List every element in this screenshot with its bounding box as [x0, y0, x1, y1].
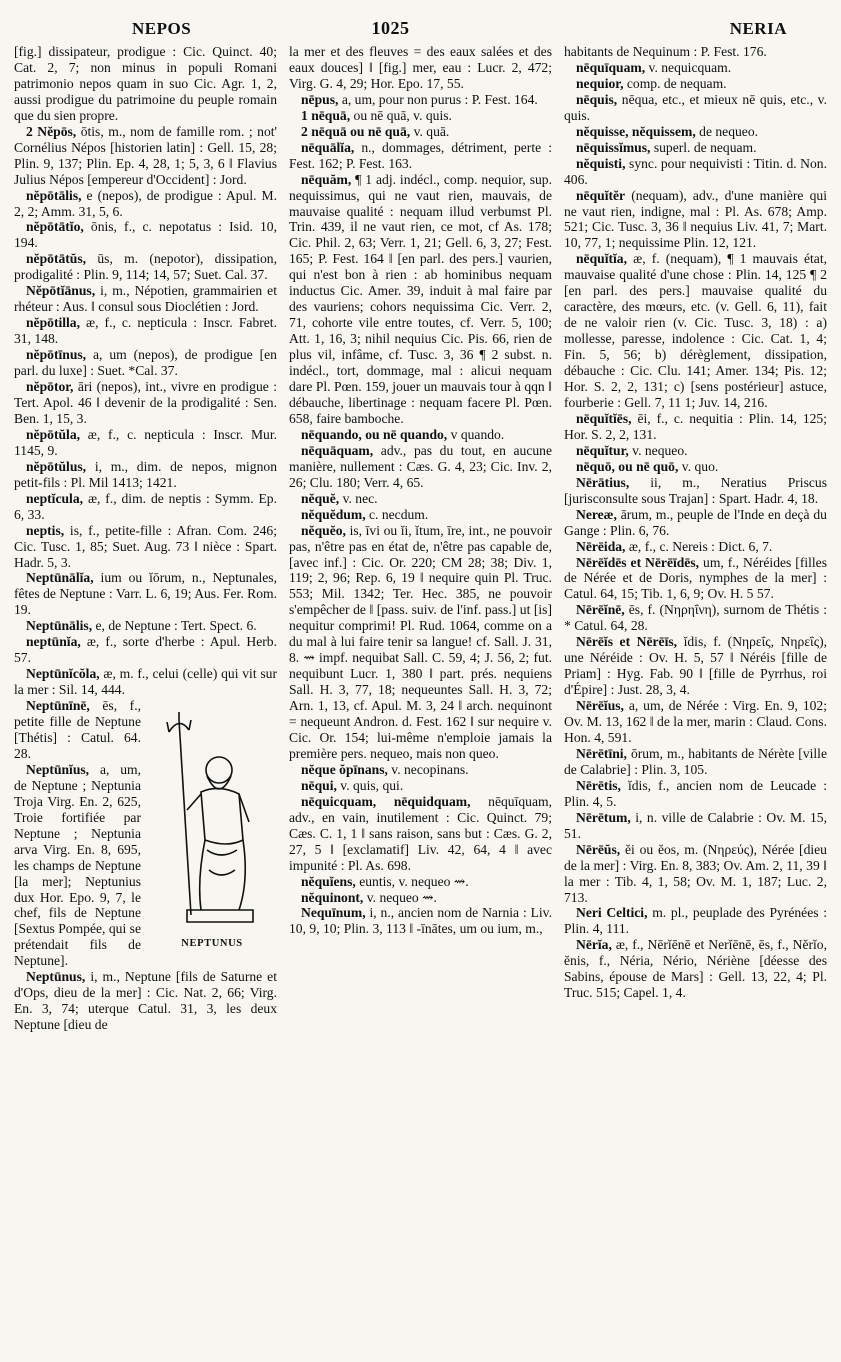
- entry-headword: nĕpōtŭla,: [26, 426, 81, 442]
- entry-definition: i, n., ancien nom de Narnia : Liv. 10, 9, 10; Plin. 3, 113 ‖ -īnātes, um ou ium, m.,: [289, 905, 552, 937]
- header-left-guideword: NEPOS: [132, 19, 192, 38]
- entry-definition: ou nē quā, v. quis.: [353, 107, 452, 123]
- entry-definition: v. nec.: [342, 490, 378, 506]
- header-right-guideword: NERIA: [729, 19, 787, 38]
- dictionary-entry: [289, 794, 552, 874]
- entry-definition: v. nequeo ⇝.: [366, 889, 437, 905]
- entry-definition: ōtis, m., nom de famille rom. ; not' Cornélius Népos [historien latin] : Gell. 15, 28; Plin. 9, 137; Plin. Ep. 4, 28, 1; 5, 3, 6 ‖ Flavius Julius Népos [empereur d'Occident] : Jord.: [14, 123, 277, 187]
- dictionary-entry: [564, 539, 827, 555]
- dictionary-entry: [289, 443, 552, 491]
- dictionary-entry: [289, 491, 552, 507]
- dictionary-entry: [14, 634, 277, 666]
- entry-headword: nēquĭtĭa,: [576, 251, 627, 267]
- dictionary-entry: [564, 842, 827, 906]
- entry-headword: neptĭcula,: [26, 490, 84, 506]
- dictionary-entry: [14, 459, 277, 491]
- dictionary-entry: [289, 427, 552, 443]
- dictionary-entry: [289, 905, 552, 937]
- entry-definition: v. nequicquam.: [648, 59, 732, 75]
- entry-definition: v. quā.: [413, 123, 450, 139]
- entry-definition: i, m., dim. de nepos, mignon petit-fils : Pl. Mil 1413; 1421.: [14, 458, 277, 490]
- dictionary-entry: [289, 140, 552, 172]
- entry-headword: 2 nēquā ou nē quā,: [301, 123, 411, 139]
- entry-headword: 1 nēquā,: [301, 107, 351, 123]
- entry-headword: Neri Celtici,: [576, 905, 648, 921]
- dictionary-entry: [564, 60, 827, 76]
- entry-definition: c. necdum.: [369, 506, 429, 522]
- entry-headword: nēquando, ou nē quando,: [301, 426, 448, 442]
- entry-headword: nēquīquam,: [576, 59, 646, 75]
- page-number: 1025: [371, 18, 410, 38]
- entry-definition: de nequeo.: [699, 123, 759, 139]
- entry-headword: nĕquĕdum,: [301, 506, 366, 522]
- dictionary-entry: [564, 555, 827, 603]
- entry-definition: (nequam), adv., d'une manière qui ne vaut rien, indigne, mal : Pl. As. 678; Amp. 521; Cic. Tusc. 3, 36 ‖ nequius Liv. 41, 7; Mart. 10, 77, 1; nequissime Plin. 12, 121.: [564, 187, 827, 251]
- entry-definition: æ, f., dim. de neptis : Symm. Ep. 6, 33.: [14, 490, 277, 522]
- entry-headword: nĕquisse, nĕquissem,: [576, 123, 696, 139]
- entry-headword: Nĕpōtĭānus,: [26, 283, 96, 299]
- entry-definition: ĕi ou ĕos, m. (Νηρεύς), Nérée [dieu de la mer] : Virg. En. 8, 383; Ov. Am. 2, 11, 39 ‖ la mer : Tib. 4, 1, 58; Ov. M. 1, 187; Luc. 2, 713.: [564, 841, 827, 905]
- column-1: [14, 44, 277, 1354]
- entry-definition: ium ou ĭōrum, n., Neptunales, fêtes de Neptune : Varr. L. 6, 19; Aus. Fer. Rom. 19.: [14, 570, 277, 618]
- entry-headword: nequior,: [576, 75, 624, 91]
- entry-headword: nĕpōtor,: [26, 379, 74, 395]
- entry-definition: nēquīquam, adv., en vain, inutilement : Cic. Quinct. 79; Cæs. C. 1, 1 ‖ sans raison, sans but : Cæs. G. 2, 27, 5 ‖ [exclamatif] Liv. 42, 64, 4 ‖ avec impunité : Pl. As. 698.: [289, 793, 552, 873]
- entry-definition: m. pl., peuplade des Pyrénées : Plin. 4, 111.: [564, 905, 827, 937]
- entry-definition: ēi, f., c. nequitia : Plin. 14, 125; Hor. S. 2, 2, 131.: [564, 410, 827, 442]
- entry-definition: v quando.: [450, 426, 505, 442]
- entry-definition: a, um, pour non purus : P. Fest. 164.: [341, 91, 538, 107]
- entry-definition: i, m., Neptune [fils de Saturne et d'Ops, dieu de la mer] : Cic. Nat. 2, 66; Virg. En. 3, 74; uterque Catul. 31, 3, les deux Neptune [dieu de: [14, 969, 277, 1033]
- dictionary-entry: [14, 44, 277, 124]
- dictionary-entry: [564, 810, 827, 842]
- running-head: [14, 0, 827, 44]
- entry-headword: Nērēŭs,: [576, 841, 621, 857]
- dictionary-entry: [14, 523, 277, 571]
- entry-definition: um, f., Néréides [filles de Nérée et de Doris, nymphes de la mer] : Catul. 64, 15; Tib. 1, 6, 9; Ov. H. 5 57.: [564, 554, 827, 602]
- entry-definition: æ, f. (nequam), ¶ 1 mauvais état, mauvaise qualité d'une chose : Plin. 14, 125 ¶ 2 [en parl. des pers.] mauvaise qualité du caractère, des mœurs, etc. (v. Gell. 6, 11), fait de ne valoir rien (v. Cic. Tusc. 3, 18) : a) mollesse, paresse, indolence : Cic. Cat. 1, 4; Fin. 5, 56; b) dérèglement, dissipation, débauche : Cic. Clu. 141; Amer. 134; Pis. 12; Hor. S. 2, 2, 131; c) [sens postérieur] astuce, fourberie : Gell. 7, 11 1; Juv. 14, 216.: [564, 251, 827, 410]
- dictionary-entry: [14, 618, 277, 634]
- entry-definition: v. quis, qui.: [340, 777, 404, 793]
- dictionary-entry: [564, 905, 827, 937]
- entry-definition: ii, m., Neratius Priscus [jurisconsulte sous Trajan] : Spart. Hadr. 4, 18.: [564, 474, 827, 506]
- entry-definition: adv., pas du tout, en aucune manière, nullement : Cæs. G. 4, 23; Cic. Inv. 2, 26; Clu. 180; Verr. 4, 65.: [289, 442, 552, 490]
- entry-headword: Nērātius,: [576, 474, 630, 490]
- entry-definition: euntis, v. nequeo ⇝.: [359, 873, 469, 889]
- dictionary-entry: [564, 156, 827, 188]
- entry-headword: nĕpōtīnus,: [26, 347, 87, 363]
- entry-definition: superl. de nequam.: [653, 139, 757, 155]
- entry-headword: nĕque ŏpīnans,: [301, 761, 388, 777]
- entry-headword: nēquō, ou nē quō,: [576, 458, 679, 474]
- dictionary-entry: [289, 762, 552, 778]
- dictionary-entry: [14, 315, 277, 347]
- entry-definition: æ, f., sorte d'herbe : Apul. Herb. 57.: [14, 634, 277, 666]
- entry-definition: sync. pour nequivisti : Titin. d. Non. 406.: [564, 155, 827, 187]
- entry-definition: la mer et des fleuves = des eaux salées et des eaux douces] ‖ [fig.] mer, eau : Lucr. 2, 472; Virg. G. 4, 29; Hor. Epo. 17, 55.: [289, 44, 552, 91]
- entry-headword: nēpus,: [301, 91, 339, 107]
- entry-headword: nĕpōtātĭo,: [26, 219, 84, 235]
- entry-definition: æ, f., c. nepticula : Inscr. Fabret. 31, 148.: [14, 315, 277, 347]
- entry-headword: Nērēĭus,: [576, 698, 624, 714]
- entry-definition: n., dommages, détriment, perte : Fest. 162; P. Fest. 163.: [289, 139, 552, 171]
- entry-headword: nĕquisti,: [576, 155, 626, 171]
- entry-headword: Nequīnum,: [301, 905, 366, 921]
- entry-definition: ĭdis, f. (Νηρεΐς, Νηρεΐς), une Néréide : Ov. H. 5, 57 ‖ Néréis [fille de Priam] : Hyg. Fab. 90 ‖ [fille de Pyrrhus, roi d'Épire] : Just. 28, 3, 4.: [564, 634, 827, 698]
- entry-definition: ĭdis, f., ancien nom de Leucade : Plin. 4, 5.: [564, 777, 827, 809]
- entry-headword: Neptūnus,: [26, 969, 86, 985]
- dictionary-entry: [564, 44, 827, 60]
- dictionary-entry: [564, 188, 827, 252]
- dictionary-entry: [14, 283, 277, 315]
- entry-definition: æ, f., Nērĭēnē et Nerĭēnē, ēs, f., Nĕrĭo, ĕnis, f., Néria, Nério, Nériène [déesse des Sabins, épouse de Mars] : Gell. 13, 22, 4; Pl. Truc. 515; Capel. 1, 4.: [564, 937, 827, 1001]
- dictionary-entry: [289, 92, 552, 108]
- dictionary-entry: [14, 666, 277, 698]
- entry-headword: nĕpōtilla,: [26, 315, 81, 331]
- column-2: [289, 44, 552, 1354]
- dictionary-entry: [14, 491, 277, 523]
- entry-headword: Nērētīni,: [576, 745, 627, 761]
- dictionary-entry: [564, 411, 827, 443]
- entry-definition: comp. de nequam.: [626, 75, 727, 91]
- entry-headword: nēquālĭa,: [301, 139, 355, 155]
- entry-headword: nēquāquam,: [301, 442, 374, 458]
- entry-headword: Nērētis,: [576, 777, 621, 793]
- entry-headword: nēqui,: [301, 777, 337, 793]
- entry-definition: e, de Neptune : Tert. Spect. 6.: [95, 618, 257, 634]
- dictionary-entry: [564, 140, 827, 156]
- dictionary-entry: [564, 251, 827, 411]
- entry-definition: habitants de Nequinum : P. Fest. 176.: [564, 44, 767, 59]
- entry-headword: Nērētum,: [576, 809, 631, 825]
- dictionary-entry: [289, 507, 552, 523]
- entry-headword: Neptūnālis,: [26, 618, 93, 634]
- dictionary-entry: [289, 108, 552, 124]
- dictionary-entry: [289, 778, 552, 794]
- entry-definition: ōnis, f., c. nepotatus : Isid. 10, 194.: [14, 219, 277, 251]
- entry-headword: nēquĭtur,: [576, 442, 629, 458]
- dictionary-entry: [564, 475, 827, 507]
- entry-definition: æ, f., c. Nereis : Dict. 6, 7.: [628, 538, 773, 554]
- dictionary-entry: [14, 347, 277, 379]
- dictionary-entry: [564, 507, 827, 539]
- entry-headword: nĕquĕ,: [301, 490, 340, 506]
- figure-caption: NEPTUNUS: [181, 938, 243, 950]
- entry-headword: Nērēĭs et Nērēīs,: [576, 634, 678, 650]
- dictionary-entry: [564, 634, 827, 698]
- dictionary-entry: [14, 188, 277, 220]
- entry-headword: nĕpōtālis,: [26, 187, 82, 203]
- entry-headword: nēquĭtĭēs,: [576, 410, 632, 426]
- dictionary-entry: [289, 44, 552, 92]
- dictionary-entry: [289, 172, 552, 427]
- entry-definition: ēs, f., petite fille de Neptune [Thétis] : Catul. 64. 28.: [14, 698, 141, 761]
- entry-headword: 2 Nĕpōs,: [26, 123, 77, 139]
- entry-definition: nēqua, etc., et mieux nē quis, etc., v. quis.: [564, 91, 827, 123]
- entry-definition: i, m., Népotien, grammairien et rhéteur : Aus. ‖ consul sous Dioclétien : Jord.: [14, 283, 277, 315]
- entry-headword: neptūnĭa,: [26, 634, 81, 650]
- entry-definition: ōrum, m., habitants de Nérète [ville de Calabrie] : Plin. 3, 105.: [564, 745, 827, 777]
- entry-definition: a, um, de Neptune ; Neptunia Troja Virg. En. 2, 625, Troie fortifiée par Neptune ; Neptunia arva Virg. En. 8, 695, les champs de Neptune [la mer]; Neptunius dux Hor. Epo. 9, 7, le chef, fils de Neptune [Sextus Pompée, qui se prétendait fils de Neptune].: [14, 761, 141, 969]
- entry-definition: e (nepos), de prodigue : Apul. M. 2, 2; Amm. 31, 5, 6.: [14, 187, 277, 219]
- dictionary-entry: [14, 124, 277, 188]
- entry-headword: Neptūnĭus,: [26, 761, 90, 777]
- dictionary-entry: [289, 523, 552, 762]
- entry-headword: nĕpōtŭlus,: [26, 458, 87, 474]
- dictionary-entry: [564, 124, 827, 140]
- entry-headword: nĕquĭens,: [301, 873, 356, 889]
- entry-headword: nĕquinont,: [301, 889, 364, 905]
- entry-definition: ūs, m. (nepotor), dissipation, prodigalité : Plin. 9, 114; 14, 57; Suet. Cal. 37.: [14, 251, 277, 283]
- entry-headword: nēquăm,: [301, 171, 352, 187]
- entry-definition: [fig.] dissipateur, prodigue : Cic. Quinct. 40; Cat. 2, 7; non minus in populi Romani patrimonio nepos quam in suo Cic. Agr. 1, 2, aussi prodigue du patrimoine du peuple romain que du sien propre.: [14, 44, 277, 123]
- entry-headword: nēquĭtĕr: [576, 187, 626, 203]
- dictionary-entry: [564, 746, 827, 778]
- entry-definition: āri (nepos), int., vivre en prodigue : Tert. Apol. 46 ‖ devenir de la prodigalité : Sen. Ben. 1, 15, 3.: [14, 379, 277, 426]
- columns: [14, 44, 827, 1354]
- entry-definition: æ, m. f., celui (celle) qui vit sur la mer : Sil. 14, 444.: [14, 666, 277, 698]
- entry-definition: ārum, m., peuple de l'Inde en deçà du Gange : Plin. 6, 76.: [564, 506, 827, 538]
- entry-definition: æ, f., c. nepticula : Inscr. Mur. 1145, 9.: [14, 426, 277, 458]
- entry-headword: nĕquĕo,: [301, 522, 346, 538]
- dictionary-entry: [564, 92, 827, 124]
- entry-definition: ēs, f. (Νηρηΐνη), surnom de Thétis : * Catul. 64, 28.: [564, 602, 827, 634]
- entry-headword: nēquis,: [576, 91, 618, 107]
- entry-headword: Neptūnīnē,: [26, 698, 90, 714]
- entry-definition: is, īvi ou ĭi, ĭtum, īre, int., ne pouvoir pas, n'être pas en état de, n'être pas capable de, [avec inf.] : Cic. Or. 220; CM 28; 38; Div. 1, 119; 2, 96; Rep. 6, 19 ‖ nequire quin Pl. Truc. 553; Mil. 1342; Ter. Hec. 385, ne pouvoir s'empêcher de ‖ [pass. suiv. de l'inf. pass.] ut [is] nequitur comprimi! Pl. Rud. 1064, comme on a du mal à lui faire tenir sa langue! cf. Sall. J. 31, 8. ⇝ impf. nequibat Sall. C. 59, 4; J. 56, 2; fut. nequibunt Lucr. 1, 380 ‖ part. prés. nequiens Sall. H. 3, 77, 18; nequeuntes Sall. H. 3, 72; Arn. 1, 13, cf. Apul. M. 3, 24 ‖ arch. nequinont = nequeunt Andron. d. Fest. 162 ‖ sur nequire v. Cic. Or. 154; lui-même n'emploie jamais la première pers. nequeo, mais non queo.: [289, 522, 552, 761]
- neptune-figure: [147, 702, 277, 952]
- dictionary-entry: [289, 124, 552, 140]
- entry-headword: Nereæ,: [576, 506, 617, 522]
- entry-definition: a, um (nepos), de prodigue [en parl. du luxe] : Suet. *Cal. 37.: [14, 347, 277, 379]
- entry-definition: v. nequeo.: [632, 442, 688, 458]
- dictionary-entry: [564, 698, 827, 746]
- dictionary-entry: [564, 459, 827, 475]
- dictionary-entry: [564, 937, 827, 1001]
- dictionary-entry: [289, 874, 552, 890]
- entry-headword: nēquicquam, nēquidquam,: [301, 793, 471, 809]
- entry-headword: Neptūnĭcŏla,: [26, 666, 100, 682]
- entry-definition: ¶ 1 adj. indécl., comp. nequior, sup. nequissimus, qui ne vaut rien, mauvais, de mauvaise qualité : nequam illud verbumst Pl. Trin. 439, il ne vaut rien, ce mot, cf As. 178; Cic. Phil. 2, 63; Verr. 1, 21; Gell. 6, 3, 27; Fest. 165; P. Fest. 164 ‖ [en parl. des pers.] vaurien, qui n'est bon à rien : ab hominibus nequam inductus Cic. Amer. 39, induit à mal faire par des vauriens; cohors nequissima Cic. Verr. 2, 71, cohorte vile entre toutes, cf. Verr. 5, 100; Att. 1, 16, 3; nihil nequius Cic. Pis. 66, rien de plus vil, infâme, cf. Tusc. 3, 36 ¶ 2 subst. n. indécl., tort, dommage, mal : alicui nequam dare Pl. Pœn. 159, jouer un mauvais tour à qqn ‖ débauche, libertinage : nequam facere Pl. Pœn. 658, faire bamboche.: [289, 171, 552, 426]
- entry-headword: Nērēĭnē,: [576, 602, 625, 618]
- dictionary-entry: [14, 969, 277, 1033]
- entry-definition: i, n. ville de Calabrie : Ov. M. 15, 51.: [564, 809, 827, 841]
- dictionary-entry: [14, 251, 277, 283]
- neptune-statue-icon: [157, 710, 267, 930]
- entry-headword: nĕpōtātŭs,: [26, 251, 87, 267]
- entry-headword: Nērēida,: [576, 538, 626, 554]
- dictionary-entry: [14, 427, 277, 459]
- entry-definition: v. quo.: [681, 458, 719, 474]
- entry-headword: neptis,: [26, 522, 65, 538]
- entry-headword: nēquissĭmus,: [576, 139, 651, 155]
- dictionary-entry: [564, 602, 827, 634]
- entry-definition: is, f., petite-fille : Afran. Com. 246; Cic. Tusc. 1, 85; Suet. Aug. 73 ‖ nièce : Spart. Hadr. 5, 3.: [14, 522, 277, 570]
- dictionary-entry: [14, 379, 277, 427]
- entry-definition: v. necopinans.: [391, 761, 469, 777]
- entry-definition: a, um, de Nérée : Virg. En. 9, 102; Ov. M. 13, 162 ‖ de la mer, marin : Claud. Cons. Hon. 4, 591.: [564, 698, 827, 745]
- dictionary-entry: [289, 890, 552, 906]
- column-3: [564, 44, 827, 1354]
- dictionary-entry: [564, 76, 827, 92]
- dictionary-entry: [564, 778, 827, 810]
- entry-headword: Nērĭa,: [576, 937, 612, 953]
- dictionary-entry: [564, 443, 827, 459]
- entry-headword: Nērēĭdēs et Nērēīdēs,: [576, 554, 700, 570]
- entry-headword: Neptūnālĭa,: [26, 570, 94, 586]
- dictionary-entry: [14, 219, 277, 251]
- dictionary-entry: [14, 570, 277, 618]
